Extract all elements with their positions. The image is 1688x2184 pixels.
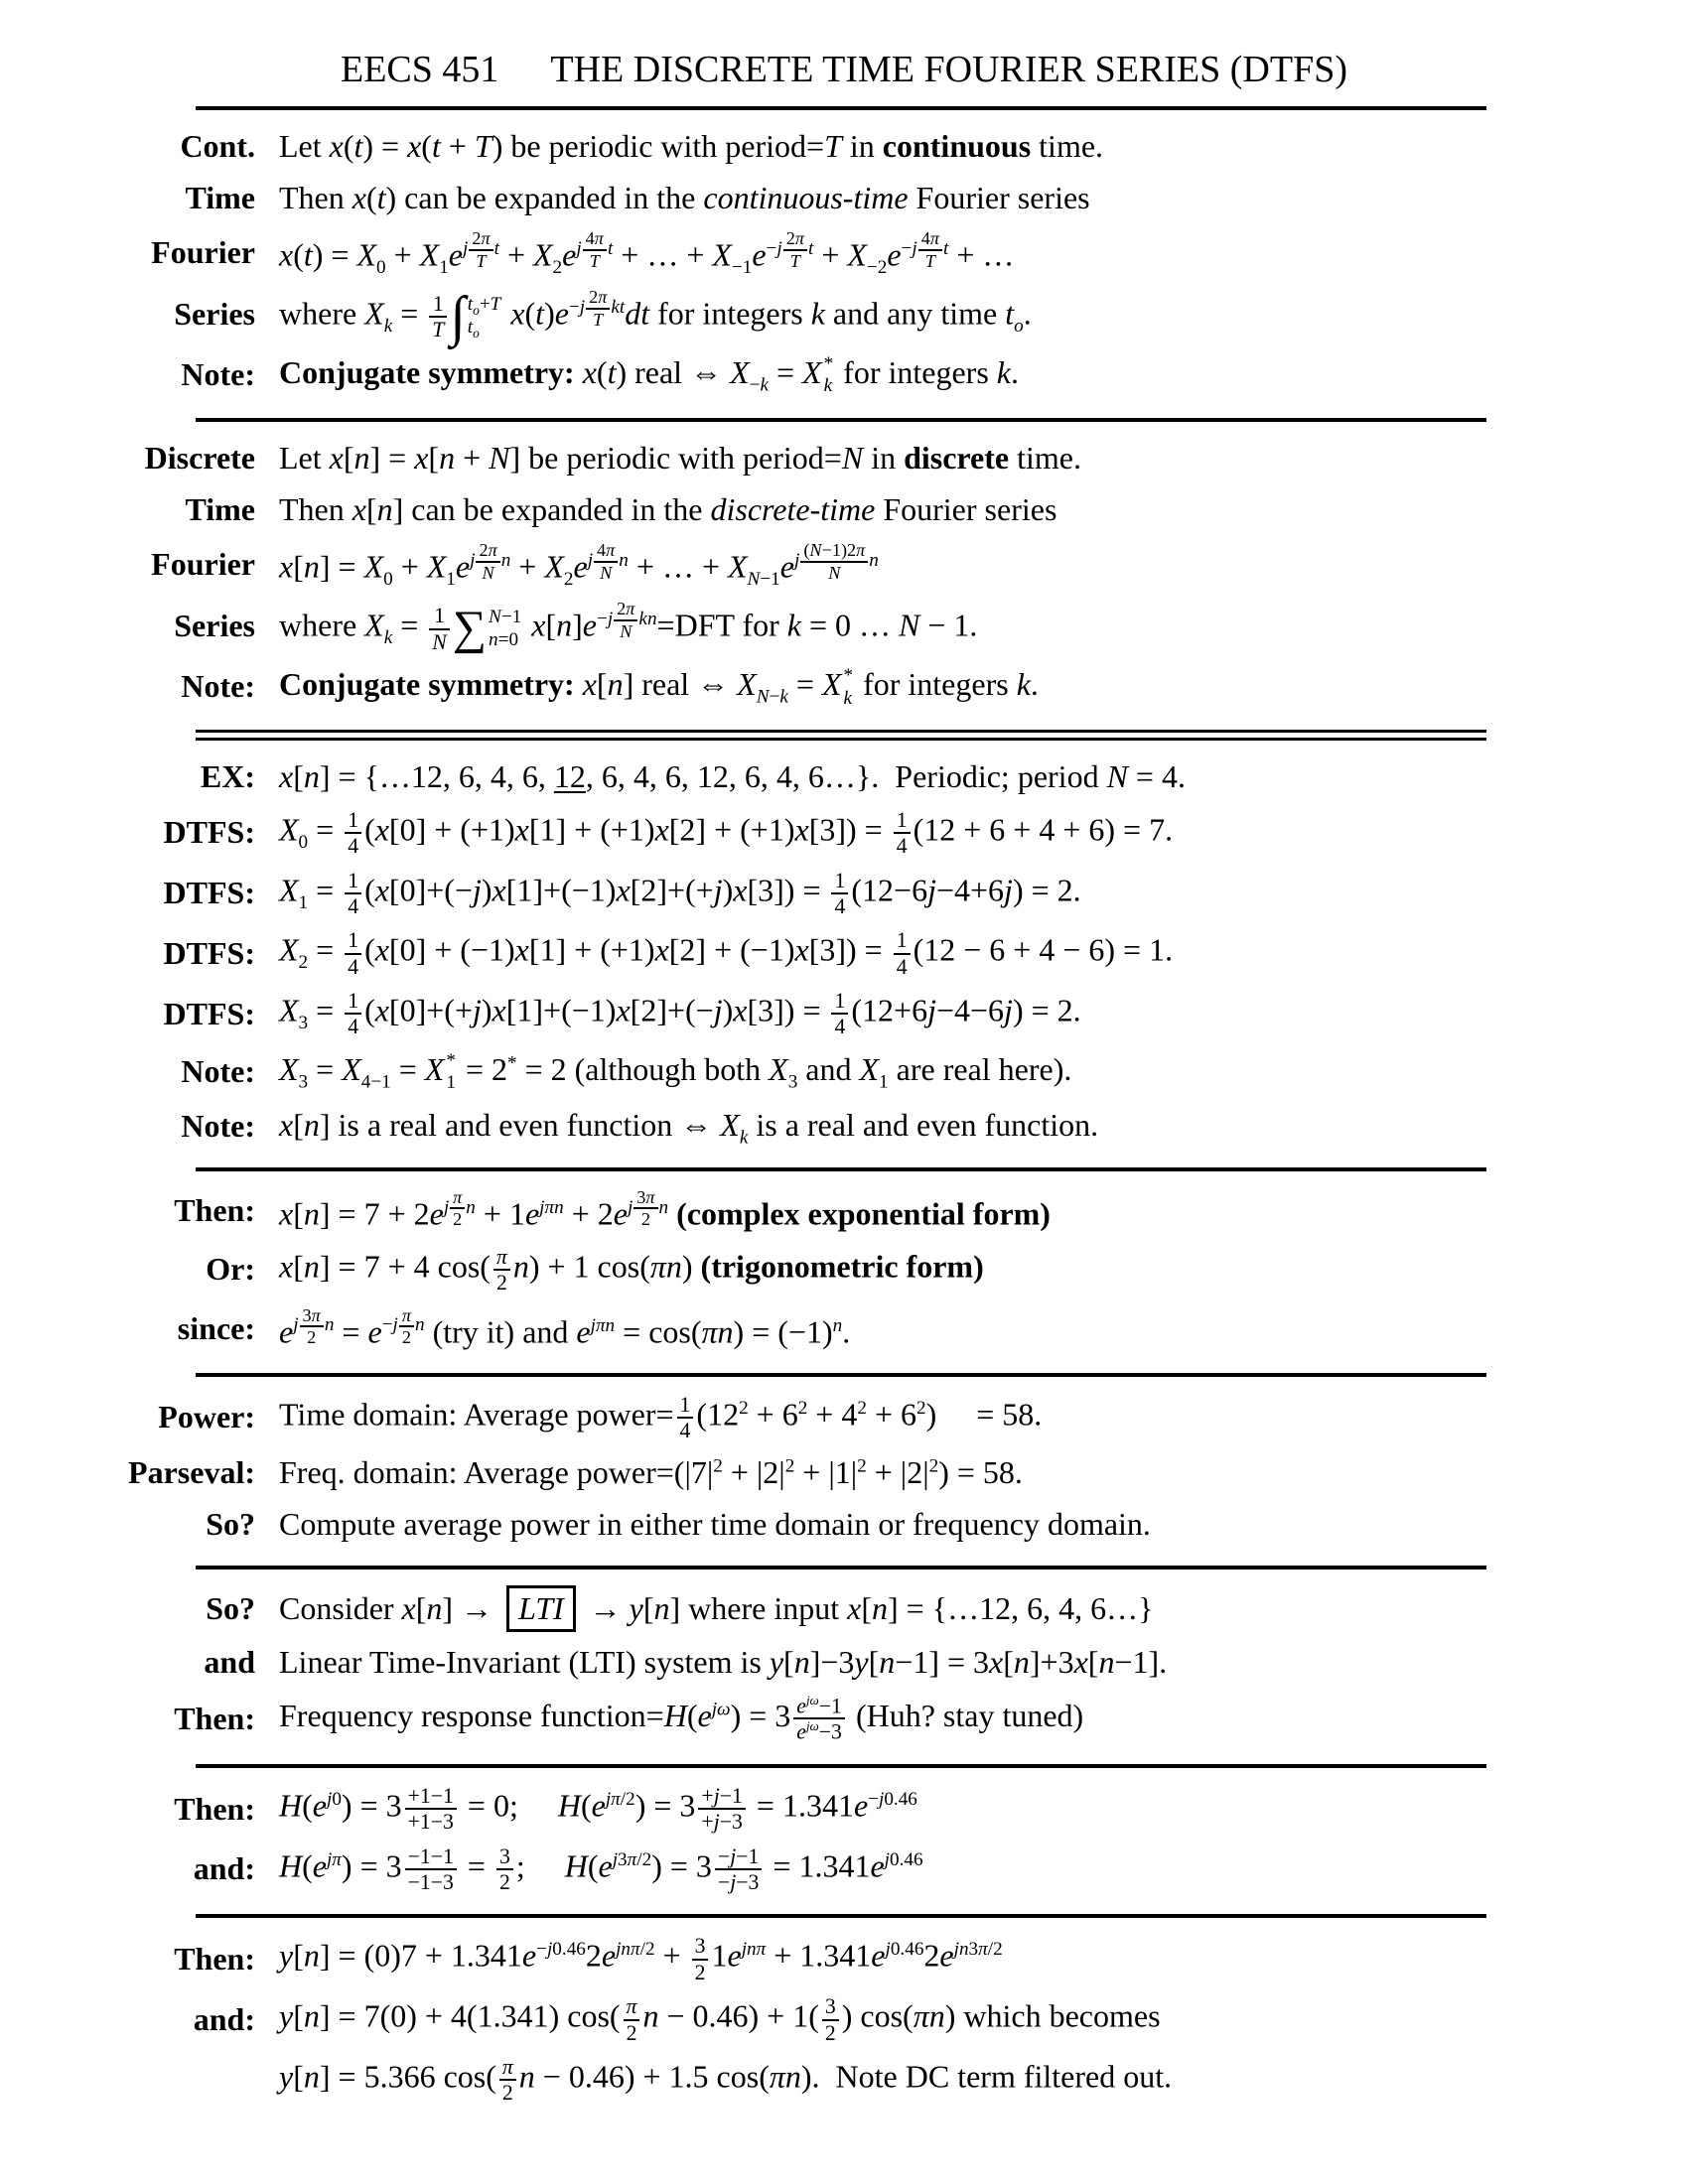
doc-section-power [79, 1388, 1688, 1551]
row-content: Let x(t) = x(t + T) be periodic with period=T in continuous time. [279, 128, 1104, 164]
row-label: Then: [174, 1790, 255, 1827]
row-label: DTFS: [163, 934, 255, 971]
row-content: Conjugate symmetry: x(t) real ⇔ $X_{-k} = X$ * k for integers k. [279, 352, 1019, 397]
doc-row [79, 803, 1688, 864]
row-label: Note: [181, 1053, 255, 1090]
row-label: Note: [181, 1107, 255, 1144]
doc-row [79, 864, 1688, 924]
row-content: $X_3 = X_{4-1} = X$ * 1 = 2* = 2 (although both $X_3$ and $X_1$ are real here). [279, 1049, 1072, 1094]
row-content: Time domain: Average power= $\frac{1}{4}$ $(12^2 + 6^2 + 4^2 + 6^2)$ = 58. [279, 1392, 1043, 1442]
doc-title [79, 48, 1609, 91]
row-content: y[n] = 7(0) + 4(1.341) cos( $\frac{\pi}{2}$ n − 0.46) + 1( $\frac{3}{2}$ ) cos(πn) which becomes [279, 1994, 1161, 2045]
title-subject: THE DISCRETE TIME FOURIER SERIES (DTFS) [550, 49, 1347, 90]
row-label: Cont. [180, 128, 255, 164]
section-divider [196, 418, 1486, 422]
title-course: EECS 451 [340, 49, 499, 90]
row-label: Or: [206, 1251, 255, 1288]
row-content: y[n] = 5.366 cos( $\frac{\pi}{2}$ n − 0.46) + 1.5 cos(πn). Note DC term filtered out. [279, 2054, 1173, 2106]
row-content: Consider x[n] → LTI → y[n] where input x[n] = {…12, 6, 4, 6…} [279, 1585, 1153, 1633]
doc-row [79, 223, 1688, 282]
row-label: and [204, 1644, 255, 1681]
row-label: EX: [200, 758, 255, 795]
row-label: Time [185, 179, 255, 215]
row-label: Then: [174, 1191, 255, 1228]
doc-row [79, 433, 1688, 484]
section-divider [196, 1914, 1486, 1918]
doc-section-freq-response [79, 1779, 1688, 1900]
row-content: x[n] = 7 + 4 cos( $\frac{\pi}{2}$ n) + 1 cos(πn) (trigonometric form) [279, 1244, 984, 1296]
doc-row [79, 1447, 1688, 1499]
section-divider-double [196, 730, 1486, 741]
doc-row [79, 1637, 1688, 1689]
row-label: DTFS: [163, 814, 255, 851]
row-content: $H(e^{j\pi}) = 3$ $\frac{-1-1}{-1-3}$ = $\frac{3}{2}$ ; $H(e^{j3\pi/2}) = 3$ $\frac{-j-1}{-j-3}$ = $1.341e^{j0.46}$ [279, 1843, 923, 1895]
row-label: Then: [174, 1941, 255, 1978]
row-content: x[n] is a real and even function ⇔ $X_k$ is a real and even function. [279, 1107, 1099, 1149]
doc-row [79, 535, 1688, 594]
doc-row [79, 1499, 1688, 1551]
row-content: $x(t) = X_0 + X_1e^{j \frac{2\pi}{T} t} + X_2e^{j \frac{4\pi}{T} t}$ + … + $X_{-1}e^{-j \frac{2\pi}{T} t} + X_{-2}e^{-j \frac{4\pi}{T} t}$ + … [279, 228, 1015, 279]
doc-row [79, 1929, 1688, 1989]
doc-row [79, 282, 1688, 347]
doc-row [79, 1689, 1688, 1749]
row-label: So? [206, 1589, 255, 1626]
doc-section-continuous [79, 121, 1688, 403]
section-divider [196, 1566, 1486, 1570]
row-content: $X_3$ = $\frac{1}{4}$ (x[0]+(+j)x[1]+(−1)x[2]+(−j)x[3]) = $\frac{1}{4}$ (12+6j−4−6j) = 2. [279, 989, 1081, 1039]
doc-row [79, 1779, 1688, 1840]
row-content: $X_0$ = $\frac{1}{4}$ (x[0] + (+1)x[1] + (+1)x[2] + (+1)x[3]) = $\frac{1}{4}$ (12 + 6 + 4 + 6) = 7. [279, 807, 1174, 859]
row-label: Time [185, 490, 255, 527]
row-content: $e^{j \frac{3\pi}{2} n} = e^{-j \frac{\pi}{2} n}$ (try it) and $e^{j\pi n} = \cos(\pi n) = (-1)^n$. [279, 1304, 851, 1349]
doc-row [79, 1388, 1688, 1448]
section-divider [196, 1167, 1486, 1171]
row-content: $X_2$ = $\frac{1}{4}$ (x[0] + (−1)x[1] + (+1)x[2] + (−1)x[3]) = $\frac{1}{4}$ (12 − 6 + 4 − 6) = 1. [279, 928, 1174, 979]
doc-row [79, 923, 1688, 984]
doc-section-lti [79, 1580, 1688, 1749]
doc-row [79, 984, 1688, 1044]
doc-row [79, 173, 1688, 224]
row-content: $x[n] = 7 + 2e^{j \frac{\pi}{2} n} + 1e^{j\pi n} + 2e^{j \frac{3\pi}{2} n}$ (complex exponential form) [279, 1186, 1051, 1232]
doc-section-forms [79, 1182, 1688, 1358]
row-label: Note: [181, 356, 255, 393]
row-label: Power: [158, 1399, 255, 1435]
row-label: and: [193, 2000, 255, 2037]
row-content: $H(e^{j0}) = 3$ $\frac{+1-1}{+1-3}$ = 0; $H(e^{j\pi/2}) = 3$ $\frac{+j-1}{+j-3}$ = $1.341e^{-j0.46}$ [279, 1783, 917, 1835]
doc-section-discrete [79, 433, 1688, 715]
row-content: Frequency response $function=H(e^{j\omega}) = 3$ $e^{j\omega}-1$ $e^{j\omega}-3$ (Huh? stay tuned) [279, 1692, 1084, 1744]
row-label: and: [193, 1850, 255, 1887]
row-content: Let x[n] = x[n + N] be periodic with period=N in discrete time. [279, 440, 1081, 477]
row-label: Then: [174, 1700, 255, 1736]
row-label: DTFS: [163, 875, 255, 911]
row-label: Series [174, 296, 255, 333]
row-label: Series [174, 608, 255, 644]
row-label: So? [206, 1505, 255, 1542]
row-label: Fourier [151, 233, 255, 270]
row-label: DTFS: [163, 995, 255, 1031]
row-content: Linear Time-Invariant (LTI) system is y[n]−3y[n−1] = 3x[n]+3x[n−1]. [279, 1644, 1168, 1681]
row-label: Fourier [151, 546, 255, 583]
row-content: Compute average power in either time domain or frequency domain. [279, 1505, 1151, 1542]
doc-section-output [79, 1929, 1688, 2110]
row-content: $x[n] = X_0 + X_1e^{j \frac{2\pi}{N} n} + X_2e^{j \frac{4\pi}{N} n}$ + … + $X_{N-1}e^{j \frac{(N-1)2\pi}{N} n}$ [279, 540, 879, 591]
row-content: Conjugate symmetry: x[n] real ⇔ $X_{N-k} = X$ * k for integers k. [279, 664, 1039, 709]
doc-row [79, 484, 1688, 536]
doc-row [79, 1840, 1688, 1900]
title-divider [196, 106, 1486, 110]
row-label: Discrete [144, 440, 255, 477]
row-label: Parseval: [128, 1454, 255, 1491]
doc-row [79, 1182, 1688, 1240]
doc-row [79, 1240, 1688, 1300]
row-content: $X_1$ = $\frac{1}{4}$ (x[0]+(−j)x[1]+(−1)x[2]+(+j)x[3]) = $\frac{1}{4}$ (12−6j−4+6j) = 2. [279, 868, 1081, 918]
row-content: x[n] = {…12, 6, 4, 6, 12, 6, 4, 6, 12, 6, 4, 6…}. Periodic; period N = 4. [279, 758, 1186, 795]
doc-row [79, 1580, 1688, 1638]
row-content: where $X_k$ = $\frac{1}{N}$ ∑ N−1 n=0 $x[n]e^{-j \frac{2\pi}{N} kn}=DFT$ for k = 0 … N − 1. [279, 599, 978, 655]
section-divider [196, 1373, 1486, 1377]
doc-row [79, 751, 1688, 803]
doc-row [79, 347, 1688, 403]
row-content: Freq. domain: Average $power=(|7|^2 + |2|^2 + |1|^2 + |2|^2) = 58$. [279, 1454, 1023, 1491]
doc-row [79, 1300, 1688, 1358]
doc-row [79, 594, 1688, 659]
doc-row [79, 659, 1688, 715]
row-label: since: [177, 1309, 255, 1346]
row-content: where $X_k$ = $\frac{1}{T}$ ∫ $t_o+T$ $t_o$ $x(t)e^{-j \frac{2\pi}{T} kt}dt$ for integers k and any time $t_o$. [279, 286, 1032, 348]
row-content: Then x(t) can be expanded in the continuous-time Fourier series [279, 179, 1090, 215]
section-divider [196, 1764, 1486, 1768]
doc-section-example [79, 751, 1688, 1153]
doc-row [79, 121, 1688, 173]
row-label: Note: [181, 668, 255, 705]
row-content: Then x[n] can be expanded in the discrete-time Fourier series [279, 490, 1057, 527]
doc-row [79, 1989, 1688, 2050]
doc-row [79, 1100, 1688, 1153]
row-content: $y[n] = (0)7 + 1.341e^{-j0.46}2e^{jn\pi/2}$ + $\frac{3}{2}$ $1e^{jn\pi} + 1.341e^{j0.46}2e^{jn3\pi/2}$ [279, 1934, 1003, 1984]
doc-row [79, 1044, 1688, 1100]
doc-row [79, 2050, 1688, 2111]
